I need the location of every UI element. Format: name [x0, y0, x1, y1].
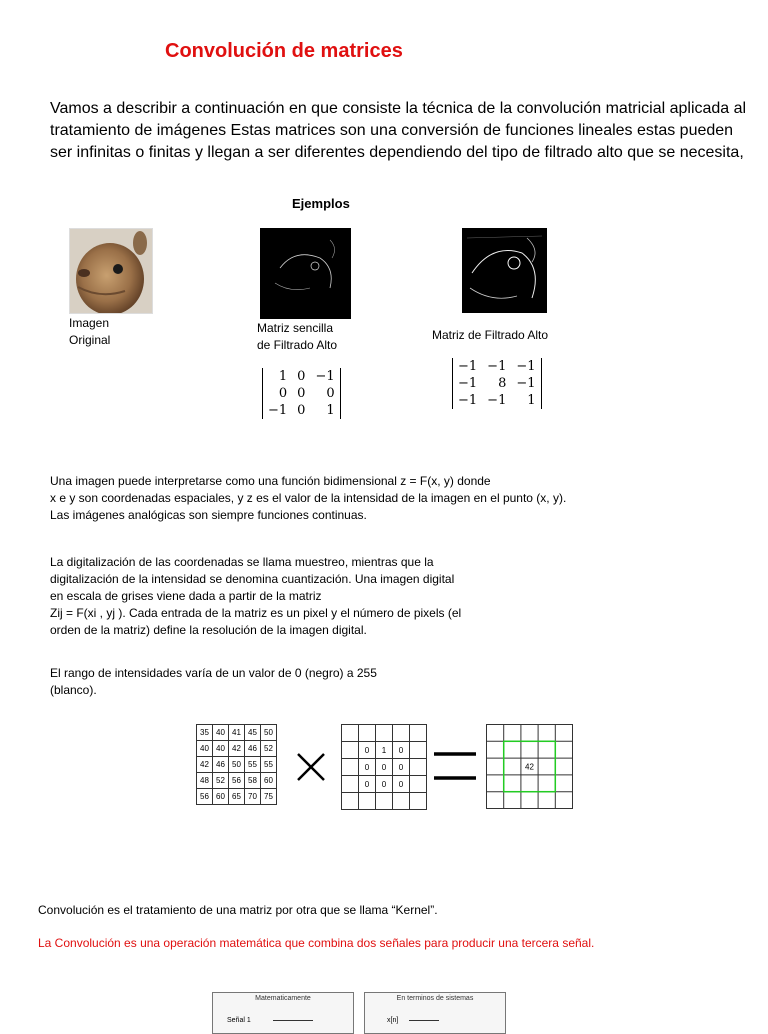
grid-cell: 65: [229, 789, 245, 805]
caption-line: Matriz sencilla: [257, 321, 334, 335]
paragraph-intensity-range: [50, 665, 377, 699]
grid-cell: 35: [197, 725, 213, 741]
grid-cell: 0: [393, 776, 410, 793]
text-line: Zij = F(xi , yj ). Cada entrada de la matriz es un pixel y el número de pixels (el: [50, 606, 462, 620]
matrix-cell: −1: [268, 403, 288, 418]
grid-cell: 50: [229, 757, 245, 773]
grid-cell: [410, 759, 427, 776]
text-line: orden de la matriz) define la resolución de la imagen digital.: [50, 623, 367, 637]
grid-cell: 40: [213, 725, 229, 741]
grid-cell: 56: [197, 789, 213, 805]
multiply-icon: [296, 752, 326, 782]
grid-cell: [359, 793, 376, 810]
grid-cell: 56: [229, 773, 245, 789]
grid-cell: 70: [245, 789, 261, 805]
diagram-line: [409, 1020, 439, 1021]
systems-diagram: [364, 992, 506, 1034]
high-filter-caption: Matriz de Filtrado Alto: [432, 328, 549, 342]
grid-cell: 75: [261, 789, 277, 805]
grid-cell: 52: [261, 741, 277, 757]
grid-cell: 40: [213, 741, 229, 757]
kernel-definition: Convolución es el tratamiento de una matriz por otra que se llama “Kernel”.: [38, 903, 438, 917]
original-image: [69, 228, 153, 314]
grid-cell: [342, 725, 359, 742]
matrix-cell: 0: [297, 386, 306, 401]
grid-cell: 0: [359, 759, 376, 776]
grid-cell: [410, 776, 427, 793]
grid-cell: 60: [213, 789, 229, 805]
matrix-cell: 0: [278, 386, 288, 401]
grid-cell: 1: [376, 742, 393, 759]
matrix-cell: −1: [516, 359, 536, 374]
grid-cell: 42: [197, 757, 213, 773]
paragraph-image-function: [50, 473, 566, 524]
matrix-cell: −1: [458, 376, 478, 391]
grid-cell: [342, 742, 359, 759]
grid-cell: 42: [229, 741, 245, 757]
matrix-cell: −1: [458, 393, 478, 408]
grid-cell: [376, 725, 393, 742]
math-diagram: [212, 992, 354, 1034]
matrix-cell: −1: [487, 359, 507, 374]
grid-cell: [410, 725, 427, 742]
result-matrix-grid: [486, 724, 574, 810]
grid-cell: 0: [393, 759, 410, 776]
grid-cell: 0: [376, 759, 393, 776]
matrix-cell: 8: [498, 376, 507, 391]
grid-cell: [342, 793, 359, 810]
diagram-label: Señal 1: [227, 1017, 251, 1024]
high-filter-matrix: [452, 358, 542, 409]
equals-icon: [432, 748, 478, 784]
grid-cell: 0: [376, 776, 393, 793]
grid-cell: 46: [245, 741, 261, 757]
grid-cell: [410, 742, 427, 759]
diagram-title: En terminos de sistemas: [396, 995, 474, 1002]
diagram-line: [273, 1020, 313, 1021]
grid-cell: [410, 793, 427, 810]
simple-filter-matrix: [262, 368, 341, 419]
grid-cell: 41: [229, 725, 245, 741]
high-filter-image: [462, 228, 547, 313]
matrix-cell: 0: [297, 403, 306, 418]
matrix-cell: 1: [326, 403, 335, 418]
grid-cell: [359, 725, 376, 742]
grid-cell: 0: [393, 742, 410, 759]
page-title: Convolución de matrices: [165, 40, 403, 62]
caption-line: Original: [69, 333, 111, 347]
matrix-cell: 0: [297, 369, 306, 384]
grid-cell: 46: [213, 757, 229, 773]
grid-cell: 40: [197, 741, 213, 757]
grid-cell: 55: [245, 757, 261, 773]
caption-line: Imagen: [69, 316, 110, 330]
caption-line: de Filtrado Alto: [257, 338, 338, 352]
grid-cell: 48: [197, 773, 213, 789]
text-line: x e y son coordenadas espaciales, y z es el valor de la intensidad de la imagen en el punto (x, y).: [50, 491, 567, 505]
kernel-matrix-grid: [341, 724, 427, 810]
grid-cell: 45: [245, 725, 261, 741]
grid-cell: [342, 759, 359, 776]
diagram-title: Matematicamente: [255, 995, 311, 1002]
intro-paragraph: Vamos a describir a continuación en que consiste la técnica de la convolución matricial aplicada al tratamiento de imágenes Estas matrices son una conversión de funciones lineales estas pueden ser infinitas o finitas y llegan a ser diferentes dependiendo del tipo de filtrado alto que se necesita,: [50, 100, 747, 161]
grid-cell: 52: [213, 773, 229, 789]
text-line: Las imágenes analógicas son siempre funciones continuas.: [50, 508, 367, 522]
text-line: La digitalización de las coordenadas se llama muestreo, mientras que la: [50, 555, 434, 569]
text-line: Una imagen puede interpretarse como una función bidimensional z = F(x, y) donde: [50, 474, 491, 488]
grid-cell: 55: [261, 757, 277, 773]
grid-cell: 60: [261, 773, 277, 789]
grid-cell: [393, 793, 410, 810]
examples-heading: Ejemplos: [292, 196, 350, 211]
matrix-cell: 0: [326, 386, 335, 401]
paragraph-digitalization: [50, 554, 461, 639]
grid-cell: [393, 725, 410, 742]
matrix-cell: 1: [278, 369, 288, 384]
input-matrix-grid: [196, 724, 277, 805]
simple-filter-caption: [257, 320, 337, 354]
text-line: El rango de intensidades varía de un valor de 0 (negro) a 255: [50, 666, 377, 680]
matrix-cell: 1: [527, 393, 536, 408]
result-value: 42: [525, 762, 534, 772]
grid-cell: 0: [359, 776, 376, 793]
diagram-label: x[n]: [387, 1017, 399, 1024]
convolution-definition: La Convolución es una operación matemática que combina dos señales para producir una tercera señal.: [38, 936, 595, 950]
original-caption: [69, 315, 110, 349]
grid-cell: 58: [245, 773, 261, 789]
matrix-cell: −1: [458, 359, 478, 374]
grid-cell: 0: [359, 742, 376, 759]
grid-cell: [342, 776, 359, 793]
matrix-cell: −1: [315, 369, 335, 384]
text-line: digitalización de la intensidad se denomina cuantización. Una imagen digital: [50, 572, 455, 586]
text-line: (blanco).: [50, 683, 97, 697]
grid-cell: [376, 793, 393, 810]
matrix-cell: −1: [516, 376, 536, 391]
grid-cell: 50: [261, 725, 277, 741]
simple-filter-image: [260, 228, 351, 319]
text-line: en escala de grises viene dada a partir de la matriz: [50, 589, 322, 603]
matrix-cell: −1: [487, 393, 507, 408]
